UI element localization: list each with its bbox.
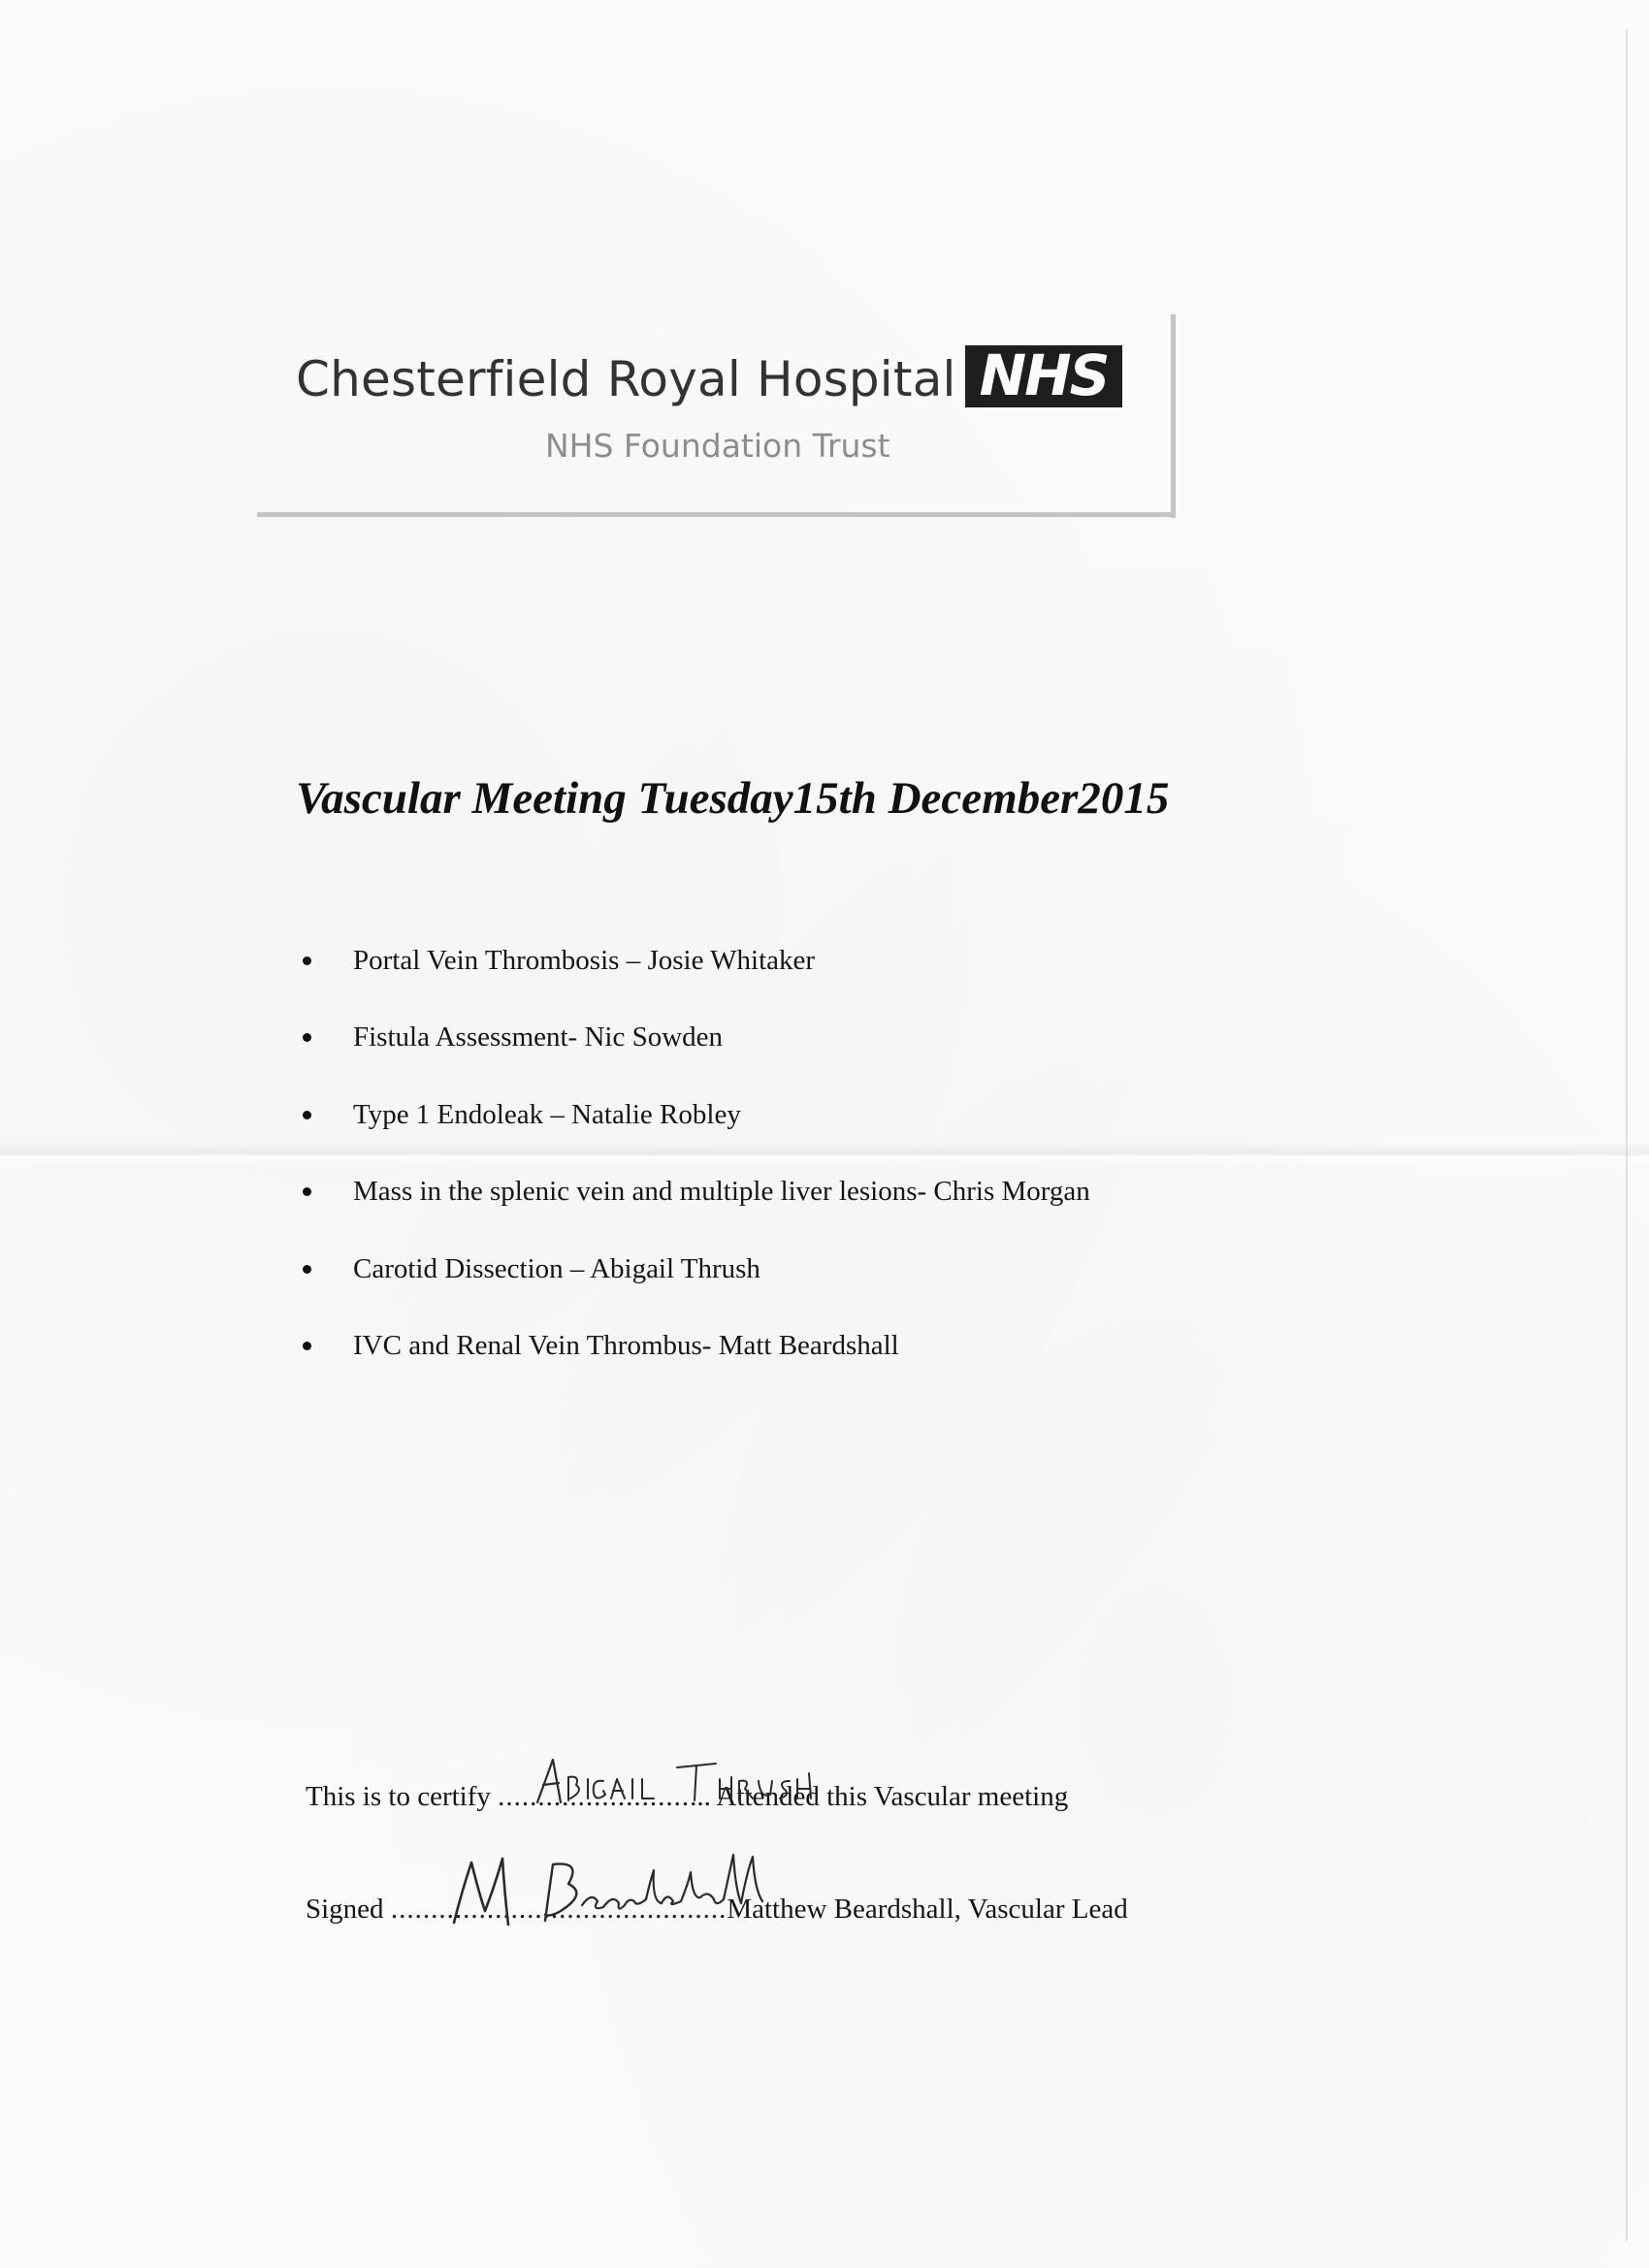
nhs-logo-text: NHS [979,342,1109,408]
paper-fold-crease [0,1143,1649,1168]
talk-text: IVC and Renal Vein Thrombus- Matt Beardshall [353,1329,899,1361]
signature-prefix: Signed [306,1894,384,1925]
bullet-icon [303,1111,311,1119]
talk-text: Portal Vein Thrombosis – Josie Whitaker [353,945,816,976]
meeting-title: Vascular Meeting Tuesday15th December2015 [296,773,1170,824]
letterhead-rule-horizontal [257,512,1176,517]
signature-suffix: Matthew Beardshall, Vascular Lead [727,1894,1128,1925]
organisation-name: Chesterfield Royal Hospital [296,351,956,407]
letterhead [257,310,1188,524]
trust-name: NHS Foundation Trust [545,427,890,465]
letterhead-rule-vertical [1171,314,1176,518]
talk-text: Mass in the splenic vein and multiple liver lesions- Chris Morgan [353,1176,1090,1208]
certificate-dots-left: .. [498,1781,514,1812]
bullet-icon [303,1342,311,1350]
talk-text: Fistula Assessment- Nic Sowden [353,1021,724,1053]
talk-text: Carotid Dissection – Abigail Thrush [353,1252,760,1284]
paper-edge [1626,29,1628,2241]
certificate-suffix: ... Attended this Vascular meeting [690,1781,1069,1812]
talk-text: Type 1 Endoleak – Natalie Robley [353,1098,741,1130]
handwritten-attendee-name [532,1746,842,1814]
handwritten-signature [446,1843,815,1940]
nhs-logo [965,342,1122,408]
certificate-dots-right: ...................... [513,1781,691,1812]
bullet-icon [303,1265,311,1274]
signature-dots: .......................................... [390,1894,728,1925]
certificate-prefix: This is to certify [306,1781,491,1812]
bullet-icon [303,956,311,965]
